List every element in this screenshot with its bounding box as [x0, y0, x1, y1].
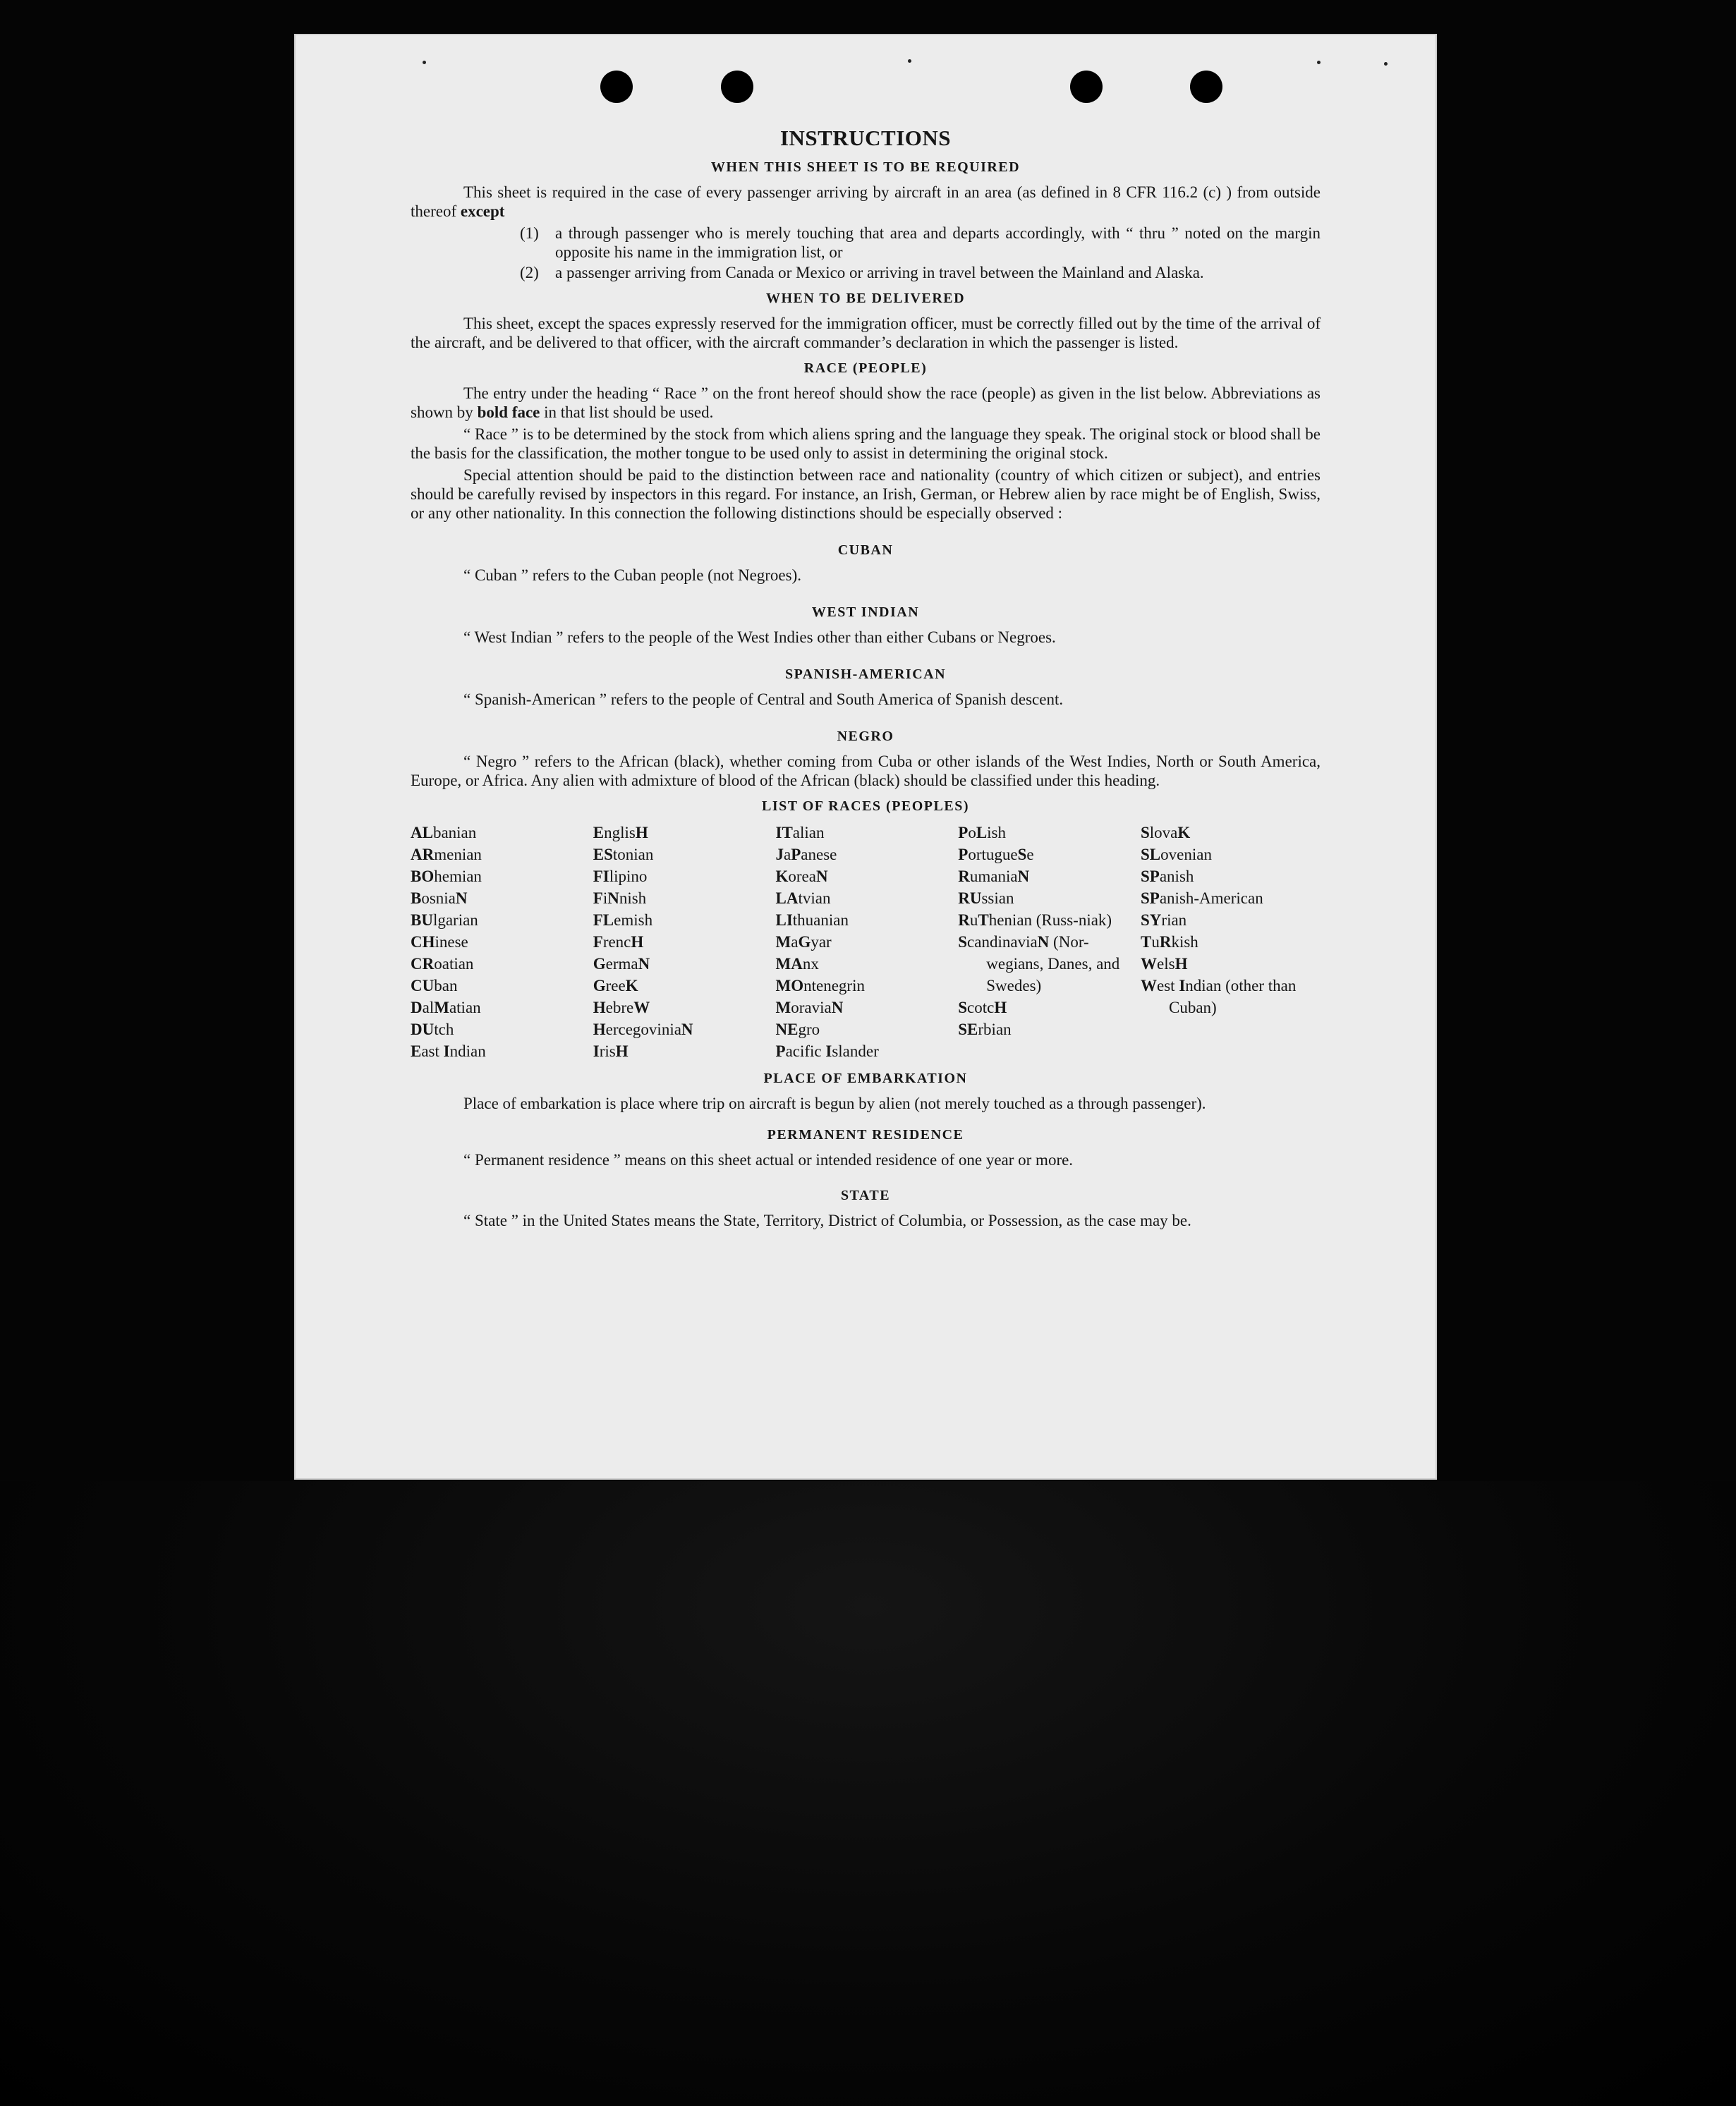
list-item [411, 263, 1321, 282]
paragraph: This sheet, except the spaces expressly reserved for the immigration officer, must be correctly filled out by the time of the arrival of the aircraft, and be delivered to that officer, with the aircraft commander’s declaration in which the passenger is listed. [411, 315, 1321, 351]
paragraph: “ Negro ” refers to the African (black), whether coming from Cuba or other islands of the West Indies, North or South America, Europe, or Africa. Any alien with admixture of blood of the African (black) should be classified under this heading. [411, 753, 1321, 789]
section-heading: WHEN TO BE DELIVERED [765, 291, 966, 306]
race-entry: FLemish [593, 911, 653, 929]
race-entry: FIlipino [593, 868, 648, 885]
race-entry: ITalian [775, 824, 825, 841]
punch-hole [1190, 71, 1222, 103]
paragraph: “ Spanish-American ” refers to the people of Central and South America of Spanish descent. [463, 690, 1064, 708]
races-column [593, 822, 773, 1062]
races-column [411, 822, 590, 1062]
race-entry: SPanish [1141, 868, 1194, 885]
races-list [411, 822, 1321, 1062]
race-entry: SlovaK [1141, 824, 1191, 841]
section-heading: WHEN THIS SHEET IS TO BE REQUIRED [710, 159, 1021, 175]
races-column [958, 822, 1138, 1062]
race-entry: ARmenian [411, 846, 482, 863]
race-entry: ScandinaviaN (Nor-wegians, Danes, and Swedes) [958, 933, 1120, 994]
race-entry: CRoatian [411, 955, 474, 973]
section-heading: WEST INDIAN [811, 604, 920, 620]
race-entry: IrisH [593, 1042, 629, 1060]
item-text: a passenger arriving from Canada or Mexico or arriving in travel between the Mainland and Alaska. [555, 264, 1204, 281]
speck [1384, 62, 1388, 66]
paragraph: This sheet is required in the case of every passenger arriving by aircraft in an area (as defined in 8 CFR 116.2 (c) ) from outside thereof except [411, 183, 1321, 220]
race-entry: MOntenegrin [775, 977, 865, 994]
section-heading: PERMANENT RESIDENCE [767, 1127, 964, 1143]
paragraph: Special attention should be paid to the distinction between race and nationality (country of which citizen or subject), and entries should be carefully revised by inspectors in this regard. For instance, an Irish, German, or Hebrew alien by race might be of English, Swiss, or any other nationality. In this connection the following distinctions should be especially observed : [411, 466, 1321, 522]
speck [1317, 61, 1321, 64]
race-entry: West Indian (other than Cuban) [1141, 977, 1297, 1016]
document-body [411, 126, 1321, 1233]
race-entry: MoraviaN [775, 999, 844, 1016]
races-column [1141, 822, 1321, 1062]
punch-hole [600, 71, 633, 103]
scan-background [0, 1481, 1736, 2106]
paragraph: “ Cuban ” refers to the Cuban people (not Negroes). [463, 566, 802, 584]
section-heading: CUBAN [837, 542, 894, 558]
race-entry: BOhemian [411, 868, 482, 885]
race-entry: East Indian [411, 1042, 486, 1060]
race-entry: EStonian [593, 846, 654, 863]
race-entry: SPanish-American [1141, 889, 1263, 907]
race-entry: HercegoviniaN [593, 1021, 693, 1038]
punch-hole [1070, 71, 1103, 103]
race-entry: RUssian [958, 889, 1014, 907]
speck [423, 61, 426, 64]
section-heading: STATE [840, 1188, 891, 1203]
paragraph: “ Permanent residence ” means on this sheet actual or intended residence of one year or more. [463, 1151, 1074, 1169]
punch-hole [721, 71, 753, 103]
race-entry: ALbanian [411, 824, 477, 841]
paragraph: “ West Indian ” refers to the people of the West Indies other than either Cubans or Negroes. [463, 628, 1056, 646]
section-heading: RACE (PEOPLE) [803, 360, 928, 376]
speck [908, 59, 911, 63]
item-text: a through passenger who is merely touching that area and departs accordingly, with “ thru ” noted on the margin opposite his name in the immigration list, or [555, 224, 1321, 261]
race-entry: TuRkish [1141, 933, 1198, 951]
emphasis: except [460, 202, 505, 220]
race-entry: WelsH [1141, 955, 1188, 973]
races-column [776, 822, 956, 1062]
race-entry: NEgro [775, 1021, 820, 1038]
race-entry: LIthuanian [775, 911, 849, 929]
list-item [411, 224, 1321, 262]
race-entry: MaGyar [775, 933, 832, 951]
race-entry: SYrian [1141, 911, 1187, 929]
item-number: (2) [520, 264, 539, 281]
emphasis: bold face [477, 403, 540, 421]
race-entry: MAnx [775, 955, 819, 973]
section-heading: SPANISH-AMERICAN [784, 667, 947, 682]
race-entry: BUlgarian [411, 911, 478, 929]
race-entry: RumaniaN [958, 868, 1030, 885]
race-entry: SErbian [958, 1021, 1012, 1038]
race-entry: PoLish [958, 824, 1006, 841]
race-entry: FiNnish [593, 889, 647, 907]
race-entry: ScotcH [958, 999, 1007, 1016]
race-entry: FrencH [593, 933, 644, 951]
section-heading: LIST OF RACES (PEOPLES) [761, 798, 969, 814]
race-entry: Pacific Islander [775, 1042, 879, 1060]
race-entry: SLovenian [1141, 846, 1212, 863]
race-entry: BosniaN [411, 889, 468, 907]
section-heading: PLACE OF EMBARKATION [763, 1071, 968, 1086]
instruction-sheet [294, 34, 1437, 1480]
paragraph: “ State ” in the United States means the State, Territory, District of Columbia, or Possession, as the case may be. [463, 1212, 1191, 1229]
item-number: (1) [520, 224, 539, 242]
race-entry: EnglisH [593, 824, 648, 841]
race-entry: PortugueSe [958, 846, 1034, 863]
race-entry: JaPanese [775, 846, 837, 863]
race-entry: DalMatian [411, 999, 481, 1016]
race-entry: CUban [411, 977, 458, 994]
paragraph: Place of embarkation is place where trip on aircraft is begun by alien (not merely touched as a through passenger). [463, 1095, 1206, 1112]
paragraph: “ Race ” is to be determined by the stock from which aliens spring and the language they speak. The original stock or blood shall be the basis for the classification, the mother tongue to be used only to assist in determining the original stock. [411, 425, 1321, 462]
race-entry: GermaN [593, 955, 650, 973]
race-entry: CHinese [411, 933, 468, 951]
paragraph: The entry under the heading “ Race ” on the front hereof should show the race (people) as given in the list below. Abbreviations as shown by bold face in that list should be used. [411, 384, 1321, 421]
race-entry: GreeK [593, 977, 638, 994]
document-title: INSTRUCTIONS [779, 126, 951, 150]
race-entry: DUtch [411, 1021, 454, 1038]
section-heading: NEGRO [837, 729, 894, 744]
race-entry: RuThenian (Russ-niak) [958, 911, 1112, 929]
race-entry: HebreW [593, 999, 650, 1016]
race-entry: LAtvian [775, 889, 831, 907]
race-entry: KoreaN [775, 868, 828, 885]
